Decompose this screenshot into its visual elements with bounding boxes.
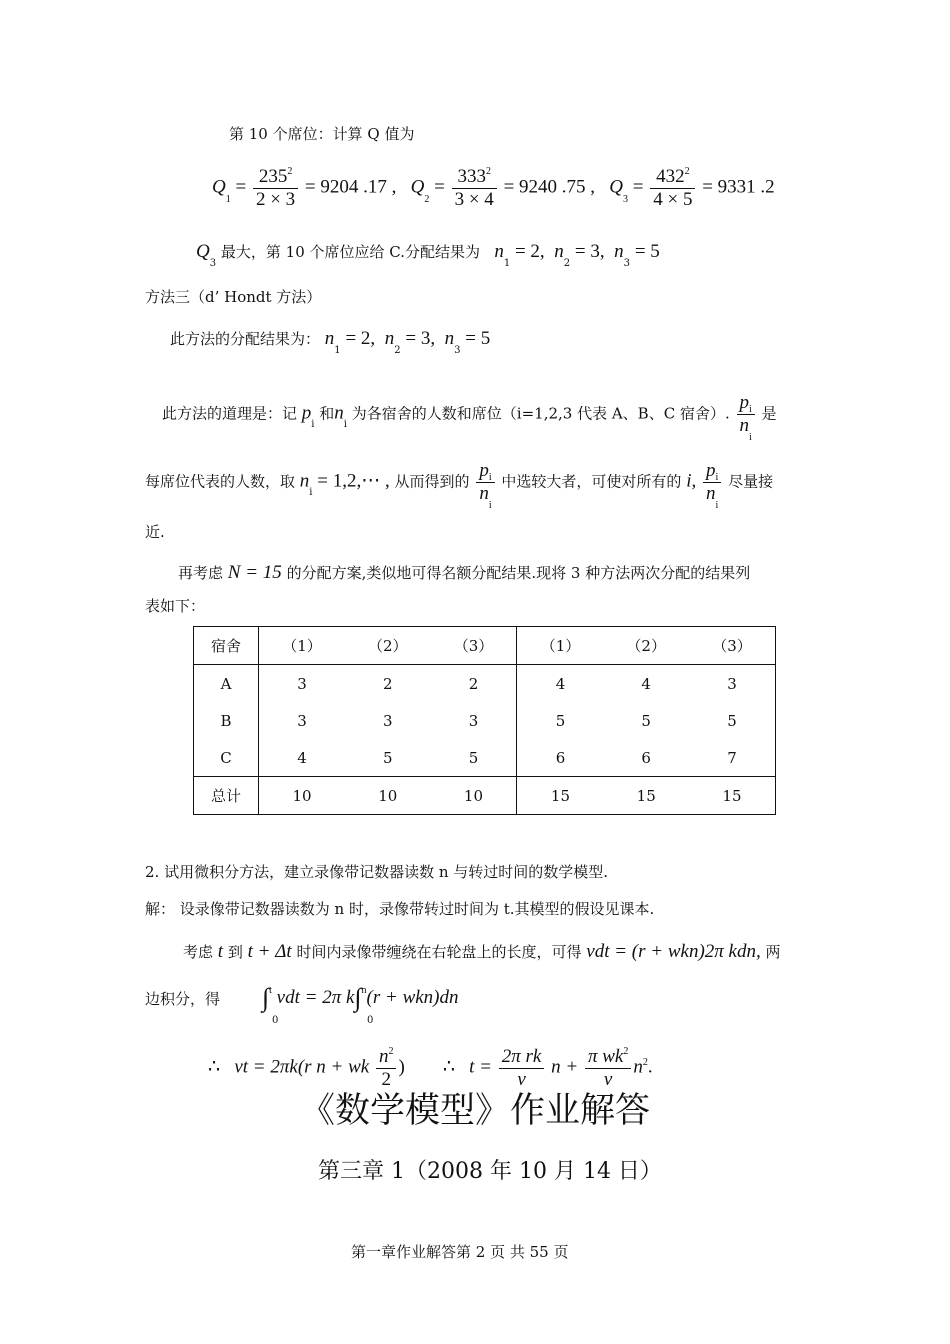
table-cell: 2 bbox=[430, 665, 517, 703]
m3-n1: n bbox=[324, 328, 335, 349]
reasoning-t5: 每席位代表的人数，取 bbox=[145, 472, 296, 491]
table-cell: 5 bbox=[641, 711, 651, 730]
q2-value: = 9240 .75 , bbox=[503, 176, 596, 198]
table-header-row bbox=[194, 627, 776, 665]
n1-value: = 2, bbox=[514, 241, 545, 262]
n1-symbol: n bbox=[494, 241, 504, 262]
frac-p: p bbox=[739, 392, 750, 413]
table-cell: 15 bbox=[517, 777, 604, 815]
result2-f2-den: v bbox=[603, 1068, 613, 1090]
q3-denominator: 4 × 5 bbox=[653, 188, 693, 210]
q2-label: Q bbox=[410, 176, 425, 198]
reasoning-line2 bbox=[145, 460, 774, 511]
result2-f2-num: π wk bbox=[587, 1046, 624, 1067]
m3-n2-value: = 3, bbox=[405, 328, 436, 349]
m3-n3-sub: 3 bbox=[454, 345, 461, 356]
result2-f2-sup: 2 bbox=[623, 1046, 629, 1057]
result1-close: ) bbox=[398, 1056, 405, 1078]
reasoning-t3: 为各宿舍的人数和席位（i=1,2,3 代表 A、B、C 宿舍）. bbox=[351, 404, 730, 423]
table-cell: 4 bbox=[297, 748, 307, 767]
frac3-n: n bbox=[706, 482, 716, 504]
result1-fraction bbox=[376, 1046, 397, 1091]
formula-q-values: $Q_1$ = $\frac{235^2}{2 \times 3}$ = 9204 .17 , $Q_2$ = $\frac{333^2}{3 \times 4}$ = 9240 .75 , $Q_3$ = $\frac{432^2}{4 \times 5}$ = 9331 .2 bbox=[212, 166, 775, 210]
table-cell: 10 bbox=[345, 777, 430, 815]
therefore-icon: ∴ bbox=[208, 1056, 221, 1078]
therefore-icon: ∴ bbox=[442, 1056, 455, 1078]
table-cell: 5 bbox=[555, 711, 566, 730]
q2-denominator: 3 × 4 bbox=[454, 188, 494, 210]
q1-denominator: 2 × 3 bbox=[255, 188, 296, 210]
table-cell: 10 bbox=[259, 777, 346, 815]
table-cell: 5 bbox=[430, 739, 517, 777]
table-cell: 4 bbox=[555, 674, 566, 693]
frac2-n-sub: i bbox=[488, 499, 492, 511]
result2-mid: n + bbox=[551, 1056, 579, 1078]
n3-value: = 5 bbox=[634, 241, 660, 262]
q1-value: = 9204 .17 , bbox=[304, 176, 397, 198]
table-cell: B bbox=[194, 702, 259, 739]
p-over-n-fraction-3 bbox=[703, 460, 721, 511]
frac-n: n bbox=[739, 414, 750, 436]
table-header-cell: （2） bbox=[603, 627, 688, 665]
q1-fraction bbox=[253, 166, 298, 211]
table-cell: A bbox=[194, 665, 259, 703]
p-over-n-fraction bbox=[737, 392, 755, 443]
n2-symbol: n bbox=[554, 241, 564, 262]
result1-num: n bbox=[378, 1046, 389, 1067]
table-row bbox=[194, 665, 776, 703]
int-upper-n: n bbox=[361, 985, 367, 996]
frac2-p: p bbox=[479, 460, 489, 481]
integral-sign-icon: ∫ bbox=[354, 983, 362, 1012]
table-cell: 10 bbox=[430, 777, 517, 815]
para-q3-largest bbox=[196, 241, 660, 269]
results-table bbox=[193, 626, 776, 815]
n3-symbol: n bbox=[614, 241, 624, 262]
result2-fraction1 bbox=[499, 1046, 545, 1091]
q2-numerator: 333 bbox=[457, 166, 486, 187]
reasoning-t2: 和 bbox=[319, 404, 335, 423]
q3-text: 最大，第 10 个席位应给 C.分配结果为 bbox=[220, 243, 480, 261]
result1-sup: 2 bbox=[388, 1046, 394, 1057]
table-cell: 3 bbox=[297, 674, 307, 693]
table-header-cell: （1） bbox=[259, 627, 346, 665]
m3-n3: n bbox=[444, 328, 455, 349]
table-row bbox=[194, 702, 776, 739]
n15-t2: 的分配方案,类似地可得名额分配结果.现将 3 种方法两次分配的结果列 bbox=[286, 564, 751, 582]
frac-p-sub: i bbox=[749, 404, 752, 415]
frac2-n: n bbox=[479, 482, 489, 504]
integral-sign-icon: ∫ bbox=[262, 983, 270, 1012]
consider-t3: 时间内录像带缠绕在右轮盘上的长度，可得 bbox=[296, 943, 582, 961]
int-lower-1: 0 bbox=[272, 1015, 279, 1026]
result2-f1-den: v bbox=[517, 1068, 526, 1090]
q1-sub: 1 bbox=[225, 193, 231, 205]
t-symbol: t bbox=[217, 941, 224, 962]
table-header-cell: （1） bbox=[517, 627, 604, 665]
int-rhs: (r + wkn)dn bbox=[366, 987, 459, 1008]
result1-lhs: vt = 2πk(r n + wk bbox=[234, 1056, 370, 1078]
n1-sub: 1 bbox=[503, 258, 511, 269]
problem2-question: 2. 试用微积分方法，建立录像带记数器读数 n 与转过时间的数学模型. bbox=[145, 863, 609, 881]
q1-label: Q bbox=[212, 176, 226, 198]
reasoning-t4: 是 bbox=[761, 404, 777, 423]
frac2-p-sub: i bbox=[488, 472, 492, 483]
table-cell: 5 bbox=[382, 748, 393, 767]
reasoning-line1 bbox=[162, 392, 777, 443]
int-lhs: vdt = 2π k bbox=[276, 987, 355, 1008]
chapter-heading: 第三章 1（2008 年 10 月 14 日） bbox=[318, 1159, 662, 1184]
para-n15 bbox=[178, 563, 750, 582]
p-symbol: p bbox=[301, 402, 312, 424]
page-footer: 第一章作业解答第 2 页 共 55 页 bbox=[351, 1243, 569, 1261]
int-lower-2: 0 bbox=[367, 1015, 374, 1026]
table-header-cell: （3） bbox=[689, 627, 776, 665]
n2-sub: 2 bbox=[563, 258, 571, 269]
n15-expr: N = 15 bbox=[227, 562, 282, 583]
q2-fraction bbox=[452, 166, 497, 211]
reasoning-t1: 此方法的道理是：记 bbox=[162, 404, 298, 423]
table-cell: 5 bbox=[727, 711, 737, 730]
q3-symbol: Q bbox=[196, 241, 210, 262]
reasoning-t7: 从而得到的 bbox=[394, 472, 470, 491]
para-n15-end: 表如下： bbox=[145, 597, 206, 615]
q1-sup: 2 bbox=[287, 166, 293, 177]
integral-equation bbox=[262, 982, 459, 1012]
result2-end-sup: 2 bbox=[642, 1056, 648, 1068]
q3-fraction bbox=[650, 166, 695, 211]
problem2-consider bbox=[183, 942, 781, 961]
consider-t4: 两 bbox=[765, 943, 781, 961]
table-header-cell: 宿舍 bbox=[194, 627, 259, 665]
result2-fraction2 bbox=[585, 1046, 631, 1091]
m3-n1-value: = 2, bbox=[345, 328, 376, 349]
result2-lhs: t = bbox=[469, 1056, 493, 1078]
para-seat10: 第 10 个席位：计算 Q 值为 bbox=[229, 125, 415, 143]
result1-den: 2 bbox=[381, 1068, 391, 1090]
ni-sub: i bbox=[309, 487, 313, 499]
table-header-cell: （3） bbox=[430, 627, 517, 665]
table-cell: 总计 bbox=[194, 777, 259, 815]
q2-sub: 2 bbox=[424, 193, 430, 205]
int-upper-t: t bbox=[269, 985, 272, 996]
table-row bbox=[194, 739, 776, 777]
p-sub: i bbox=[311, 419, 315, 431]
result2-end: n bbox=[633, 1056, 643, 1078]
table-cell: 6 bbox=[555, 748, 566, 767]
n2-value: = 3, bbox=[574, 241, 605, 262]
table-header-cell: （2） bbox=[345, 627, 430, 665]
table-cell: 3 bbox=[430, 702, 517, 739]
result2-period: . bbox=[647, 1056, 653, 1078]
q3-sup: 2 bbox=[684, 166, 690, 177]
table-cell: 3 bbox=[297, 711, 307, 730]
consider-t1: 考虑 bbox=[183, 943, 214, 961]
n3-sub: 3 bbox=[623, 258, 631, 269]
result2-f1-num: 2π rk bbox=[499, 1046, 545, 1069]
q3-numerator: 432 bbox=[656, 166, 685, 187]
table-cell: C bbox=[194, 739, 259, 777]
table-cell: 3 bbox=[727, 674, 737, 693]
q1-numerator: 235 bbox=[258, 166, 288, 187]
eq-vdt: vdt = (r + wkn)2π kdn, bbox=[586, 941, 761, 962]
reasoning-end: 近. bbox=[145, 523, 165, 541]
m3-n2: n bbox=[384, 328, 395, 349]
table-cell: 2 bbox=[382, 674, 393, 693]
result-equations bbox=[208, 1046, 653, 1091]
n-symbol: n bbox=[334, 402, 344, 424]
m3-n2-sub: 2 bbox=[394, 345, 401, 356]
table-cell: 6 bbox=[641, 748, 651, 767]
q2-sup: 2 bbox=[485, 166, 491, 177]
table-cell: 15 bbox=[603, 777, 688, 815]
n-sub: i bbox=[343, 419, 347, 431]
frac3-n-sub: i bbox=[715, 499, 719, 511]
table-cell: 4 bbox=[641, 674, 651, 693]
ni-symbol: n bbox=[299, 470, 310, 492]
i-symbol: i, bbox=[686, 470, 697, 492]
problem2-solution: 解： 设录像带记数器读数为 n 时，录像带转过时间为 t.其模型的假设见课本. bbox=[145, 900, 655, 918]
method3-title: 方法三（d’ Hondt 方法） bbox=[145, 288, 322, 306]
m3-n3-value: = 5 bbox=[465, 328, 491, 349]
q3-label: Q bbox=[609, 176, 624, 198]
table-cell: 15 bbox=[689, 777, 776, 815]
method3-result bbox=[170, 328, 491, 356]
ni-values: = 1,2,⋯ , bbox=[317, 470, 390, 492]
t-dt-expr: t + Δt bbox=[247, 941, 292, 962]
q3-value: = 9331 .2 bbox=[702, 176, 775, 198]
frac3-p-sub: i bbox=[715, 472, 719, 483]
integrate-text: 边积分，得 bbox=[145, 990, 221, 1008]
method3-result-text: 此方法的分配结果为： bbox=[170, 330, 321, 348]
frac-n-sub: i bbox=[749, 431, 752, 443]
frac3-p: p bbox=[706, 460, 716, 481]
table-cell: 7 bbox=[727, 748, 737, 767]
q3-sub: 3 bbox=[623, 193, 629, 205]
reasoning-t8: 中选较大者，可使对所有的 bbox=[501, 472, 682, 491]
table-total-row bbox=[194, 777, 776, 815]
m3-n1-sub: 1 bbox=[334, 345, 341, 356]
q3-symbol-sub: 3 bbox=[209, 258, 217, 269]
table-cell: 3 bbox=[382, 711, 393, 730]
reasoning-t9: 尽量接 bbox=[728, 472, 774, 491]
page-title: 《数学模型》作业解答 bbox=[300, 1091, 651, 1131]
p-over-n-fraction-2 bbox=[476, 460, 494, 511]
n15-t1: 再考虑 bbox=[178, 564, 224, 582]
consider-t2: 到 bbox=[227, 943, 243, 961]
